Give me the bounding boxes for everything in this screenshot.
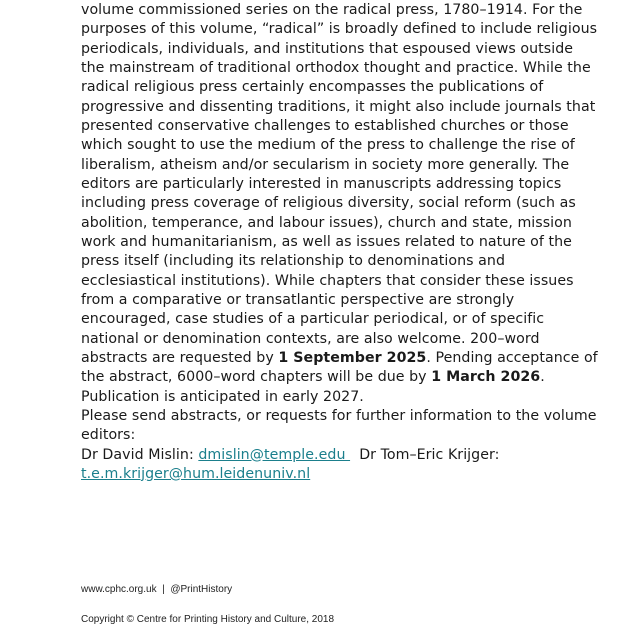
chapter-deadline-date: 1 March 2026: [431, 369, 541, 386]
body-line: progressive and dissenting traditions, it might also include journals that: [81, 98, 596, 115]
paragraph-lines: [81, 1, 598, 349]
body-line: which sought to use the medium of the press to challenge the rise of: [81, 137, 575, 154]
contact-request-line: Please send abstracts, or requests for further information to the volume: [81, 407, 597, 424]
body-line: national or denomination contexts, are also welcome. 200–word: [81, 330, 540, 347]
abstract-deadline-suffix: . Pending acceptance of: [426, 349, 598, 366]
body-line: encouraged, case studies of a particular periodical, or of specific: [81, 311, 545, 328]
body-line: editors are particularly interested in manuscripts addressing topics: [81, 175, 562, 192]
body-line: volume commissioned series on the radical press, 1780–1914. For the: [81, 2, 583, 18]
abstract-deadline-line: [81, 349, 598, 368]
website-link[interactable]: www.cphc.org.uk: [81, 584, 157, 595]
twitter-handle-link[interactable]: @PrintHistory: [170, 584, 233, 595]
publication-line: Publication is anticipated in early 2027.: [81, 388, 364, 405]
copyright-notice: Copyright © Centre for Printing History and Culture, 2018: [81, 614, 335, 625]
chapter-deadline-prefix: the abstract, 6000–word chapters will be due by: [81, 369, 432, 386]
body-line: work and humanitarianism, as well as issues related to nature of the: [81, 233, 572, 250]
body-line: including press coverage of religious diversity, social reform (such as: [81, 195, 576, 212]
editor-1-name: Dr David Mislin:: [81, 446, 199, 463]
editor-2-email-link[interactable]: t.e.m.krijger@hum.leidenuniv.nl: [81, 465, 311, 482]
editor-2-email-line: [81, 465, 551, 484]
contact-request-line: editors:: [81, 427, 136, 444]
footer-separator: |: [162, 584, 165, 595]
footer-links: [81, 584, 232, 595]
chapter-deadline-line: [81, 368, 551, 387]
body-line: ecclesiastical institutions). While chapters that consider these issues: [81, 272, 574, 289]
body-line: press itself (including its relationship to denominations and: [81, 253, 506, 270]
body-line: periodicals, individuals, and institutions that espoused views outside: [81, 40, 574, 57]
chapter-deadline-suffix: .: [540, 369, 545, 386]
editor-1-email-link[interactable]: dmislin@temple.edu: [198, 446, 351, 463]
body-line: radical religious press certainly encompasses the publications of: [81, 79, 544, 96]
body-line: the mainstream of traditional orthodox thought and practice. While the: [81, 59, 591, 76]
call-for-papers-body: [81, 1, 598, 484]
body-line: liberalism, atheism and/or secularism in society more generally. The: [81, 156, 570, 173]
body-line: presented conservative challenges to established churches or those: [81, 117, 569, 134]
body-line: from a comparative or transatlantic perspective are strongly: [81, 291, 515, 308]
editors-line: [81, 446, 551, 465]
abstract-deadline-prefix: abstracts are requested by: [81, 349, 279, 366]
abstract-deadline-date: 1 September 2025: [278, 349, 427, 366]
editor-2-name: Dr Tom–Eric Krijger:: [359, 446, 500, 463]
body-line: purposes of this volume, “radical” is broadly defined to include religious: [81, 21, 598, 38]
body-line: abolition, temperance, and labour issues), church and state, mission: [81, 214, 572, 231]
